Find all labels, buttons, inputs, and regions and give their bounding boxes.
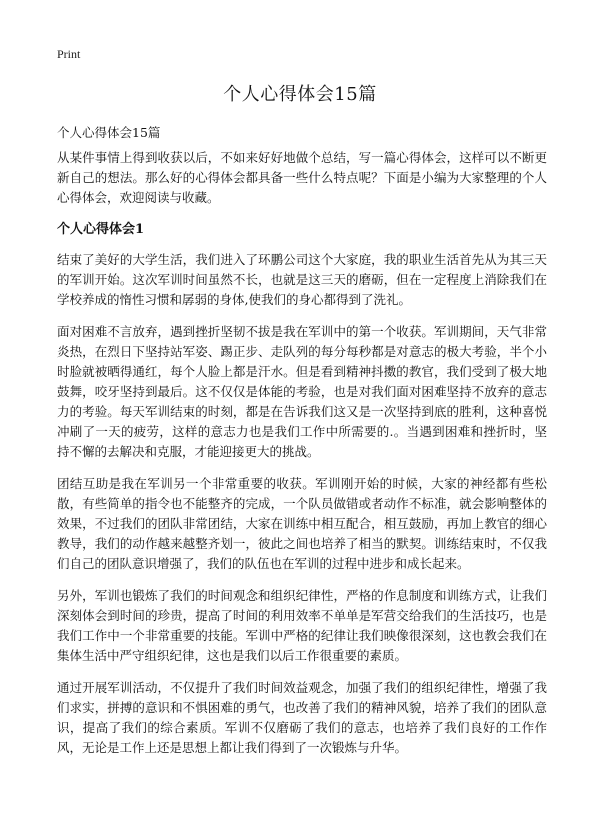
- intro-paragraph: 从某件事情上得到收获以后，不如来好好地做个总结，写一篇心得体会，这样可以不断更新自己的想法。那么好的心得体会都具备一些什么特点呢？下面是小编为大家整理的个人心得体会，欢迎阅读与收藏。: [57, 150, 547, 205]
- document-title: 个人心得体会15篇: [223, 84, 377, 105]
- document-subtitle: 个人心得体会15篇: [57, 125, 161, 140]
- body-paragraph-1: 结束了美好的大学生活，我们进入了环鹏公司这个大家庭，我的职业生活首先从为其三天的军训开始。这次军训时间虽然不长，也就是这三天的磨砺，但在一定程度上消除我们在学校养成的惰性习惯和孱弱的身体,使我们的身心都得到了洗礼。: [57, 252, 547, 307]
- body-paragraph-5: 通过开展军训活动，不仅提升了我们时间效益观念，加强了我们的组织纪律性，增强了我们求实，拼搏的意识和不惧困难的勇气，也改善了我们的精神风貌，培养了我们的团队意识，提高了我们的综合素质。军训不仅磨砺了我们的意志，也培养了我们良好的工作作风，无论是工作上还是思想上都让我们得到了一次锻炼与升华。: [57, 680, 547, 755]
- print-link[interactable]: Print: [57, 47, 81, 61]
- body-paragraph-4: 另外，军训也锻炼了我们的时间观念和组织纪律性，严格的作息制度和训练方式，让我们深刻体会到时间的珍贵，提高了时间的利用效率不单单是军营交给我们的生活技巧，也是我们工作中一个非常重要的技能。军训中严格的纪律让我们映像很深刻，这也教会我们在集体生活中严守组织纪律，这也是我们以后工作很重要的素质。: [57, 588, 547, 663]
- body-paragraph-3: 团结互助是我在军训另一个非常重要的收获。军训刚开始的时候，大家的神经都有些松散，有些简单的指令也不能整齐的完成，一个队员做错或者动作不标准，就会影响整体的效果，不过我们的团队非常团结，大家在训练中相互配合，相互鼓励，再加上教官的细心教导，我们的动作越来越整齐划一，彼此之间也培养了相当的默契。训练结束时，不仅我们自己的团队意识增强了，我们的队伍也在军训的过程中进步和成长起来。: [57, 476, 547, 571]
- section-heading: 个人心得体会1: [57, 222, 145, 237]
- body-paragraph-2: 面对困难不言放弃，遇到挫折坚韧不拔是我在军训中的第一个收获。军训期间，天气非常炎热，在烈日下坚持站军姿、踢正步、走队列的每分每秒都是对意志的极大考验，半个小时脸就被晒得通红，每个人脸上都是汗水。但是看到精神抖擞的教官，我们受到了极大地鼓舞，咬牙坚持到最后。这不仅仅是体能的考验，也是对我们面对困难坚持不放弃的意志力的考验。每天军训结束的时刻，都是在告诉我们这又是一次坚持到底的胜利，这种喜悦冲刷了一天的疲劳，这样的意志力也是我们工作中所需要的.。当遇到困难和挫折时，坚持不懈的去解决和克服，才能迎接更大的挑战。: [57, 324, 547, 459]
- document-body: [57, 148, 547, 770]
